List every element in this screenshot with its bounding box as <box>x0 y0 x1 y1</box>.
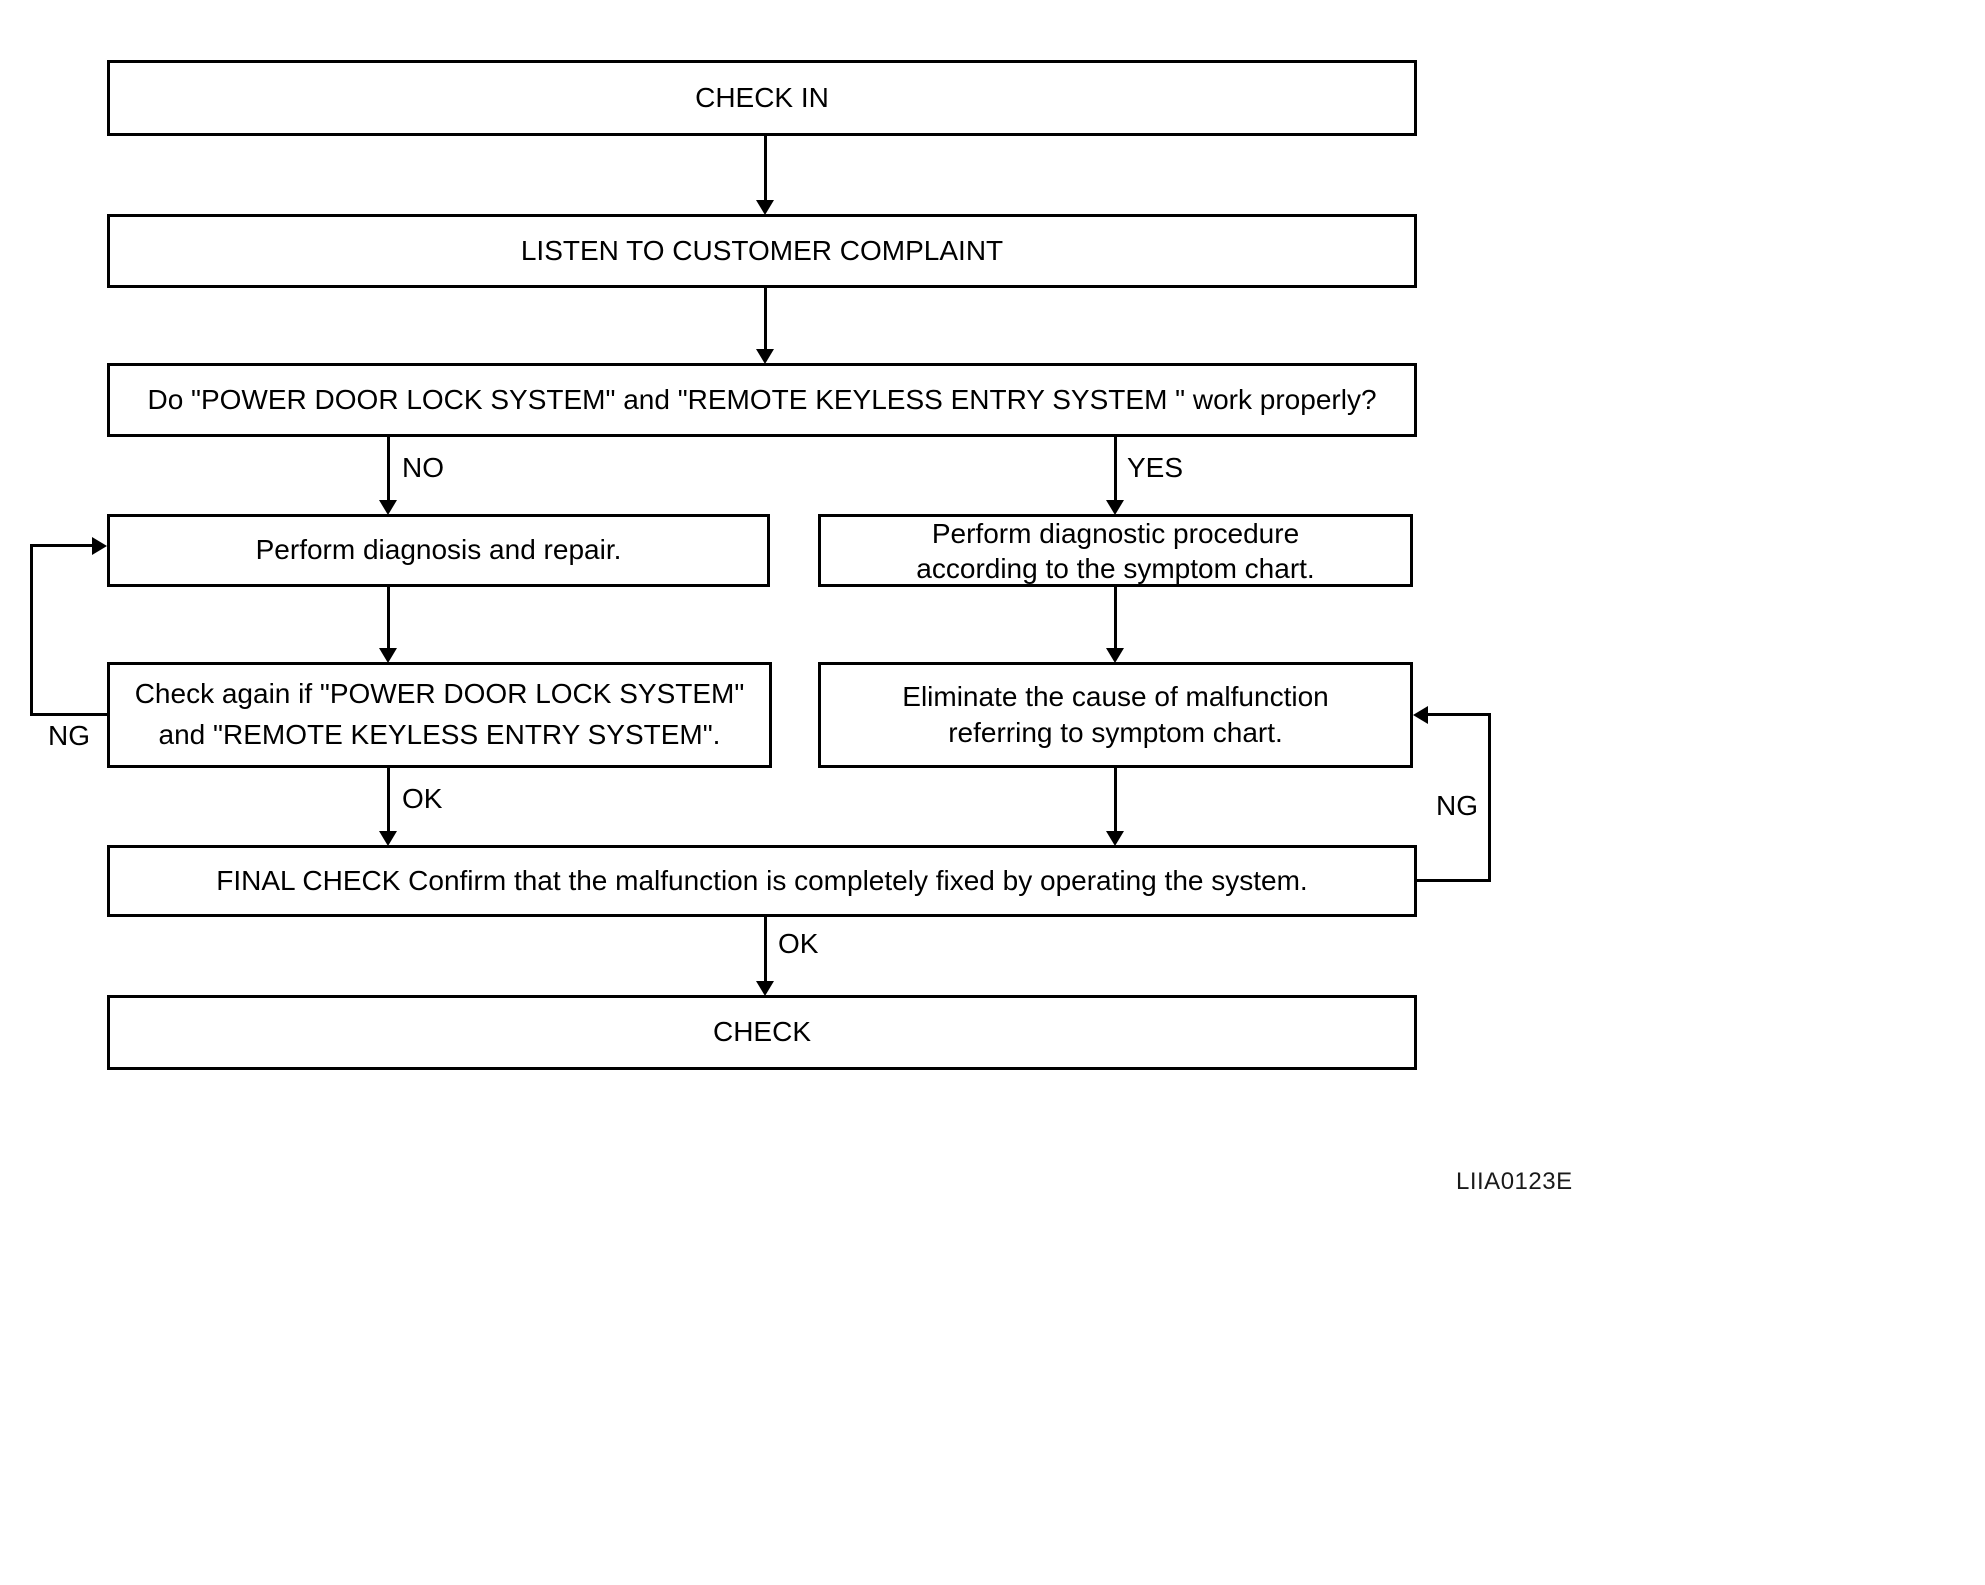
arrow-right-icon <box>92 537 107 555</box>
arrow-down-icon <box>379 831 397 846</box>
node-check-again-line1: Check again if "POWER DOOR LOCK SYSTEM" <box>134 678 745 710</box>
node-eliminate-cause <box>818 662 1413 768</box>
node-diagnostic-procedure-line1: Perform diagnostic procedure <box>931 517 1300 549</box>
node-check-again-line2: and "REMOTE KEYLESS ENTRY SYSTEM". <box>158 719 721 750</box>
edge-label-ng-left: NG <box>48 720 90 751</box>
node-listen-complaint-label: LISTEN TO CUSTOMER COMPLAINT <box>520 234 1004 266</box>
node-check-label: CHECK <box>712 1016 811 1048</box>
arrow-down-icon <box>756 349 774 364</box>
node-listen-complaint <box>107 214 1417 288</box>
flow-line-procedure-eliminate <box>1114 587 1117 648</box>
figure-code: LIIA0123E <box>1456 1168 1573 1195</box>
arrow-down-icon <box>756 981 774 996</box>
node-diagnostic-procedure <box>818 514 1413 587</box>
edge-label-ok-left: OK <box>402 783 443 814</box>
arrow-down-icon <box>1106 648 1124 663</box>
flow-line-finalcheck-check <box>764 917 767 981</box>
edge-label-ng-right: NG <box>1436 790 1478 821</box>
flow-line-question-yes <box>1114 437 1117 500</box>
node-check <box>107 995 1417 1070</box>
node-check-in <box>107 60 1417 136</box>
edge-label-yes: YES <box>1127 452 1184 483</box>
arrow-down-icon <box>1106 500 1124 515</box>
node-perform-diagnosis-label: Perform diagnosis and repair. <box>255 534 622 566</box>
node-final-check <box>107 845 1417 917</box>
arrow-down-icon <box>756 200 774 215</box>
arrow-down-icon <box>379 648 397 663</box>
node-final-check-label: FINAL CHECK Confirm that the malfunction is completely fixed by operating the system. <box>216 864 1308 896</box>
node-question-work-properly <box>107 363 1417 437</box>
ng-loop-right-bottom-segment <box>1417 879 1491 882</box>
flow-line-checkagain-finalcheck <box>387 768 390 831</box>
arrow-down-icon <box>379 500 397 515</box>
edge-label-ok-bottom: OK <box>778 928 819 959</box>
flow-line-checkin-listen <box>764 136 767 202</box>
node-check-again <box>107 662 772 768</box>
flow-line-eliminate-finalcheck <box>1114 768 1117 831</box>
node-perform-diagnosis <box>107 514 770 587</box>
flow-line-listen-question <box>764 288 767 349</box>
arrow-left-icon <box>1413 706 1428 724</box>
ng-loop-right-top-segment <box>1428 713 1491 716</box>
node-diagnostic-procedure-line2: according to the symptom chart. <box>916 552 1315 584</box>
node-eliminate-cause-line2: referring to symptom chart. <box>948 717 1283 748</box>
ng-loop-left-top-segment <box>30 544 93 547</box>
ng-loop-left-vertical-segment <box>30 544 33 716</box>
node-question-label: Do "POWER DOOR LOCK SYSTEM" and "REMOTE KEYLESS ENTRY SYSTEM " work properly? <box>147 383 1377 415</box>
flow-line-diagnosis-checkagain <box>387 587 390 648</box>
node-eliminate-cause-line1: Eliminate the cause of malfunction <box>902 680 1329 712</box>
ng-loop-right-vertical-segment <box>1488 713 1491 882</box>
ng-loop-left-bottom-segment <box>30 713 108 716</box>
flow-line-question-no <box>387 437 390 500</box>
arrow-down-icon <box>1106 831 1124 846</box>
edge-label-no: NO <box>402 452 444 483</box>
node-check-in-label: CHECK IN <box>695 81 829 113</box>
